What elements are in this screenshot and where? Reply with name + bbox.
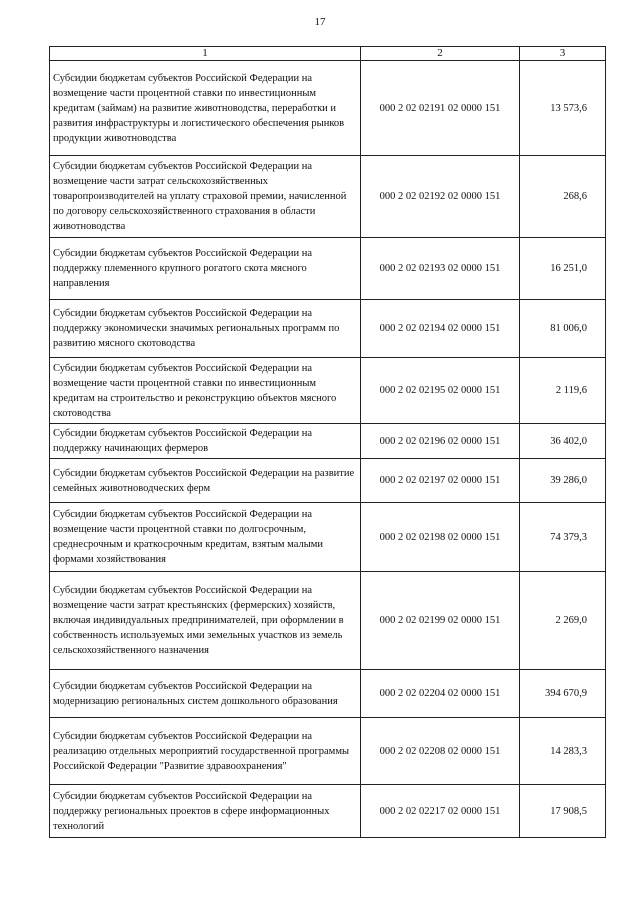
row-code: 000 2 02 02192 02 0000 151 — [361, 156, 520, 238]
row-code: 000 2 02 02193 02 0000 151 — [361, 238, 520, 300]
row-amount: 81 006,0 — [520, 300, 606, 358]
table-row — [50, 459, 606, 503]
table-row — [50, 785, 606, 838]
header-row — [50, 47, 606, 61]
row-amount: 74 379,3 — [520, 503, 606, 572]
row-code: 000 2 02 02198 02 0000 151 — [361, 503, 520, 572]
page-number: 17 — [314, 16, 326, 28]
table-row — [50, 156, 606, 238]
column-header-2: 2 — [361, 47, 520, 61]
row-name: Субсидии бюджетам субъектов Российской Федерации на возмещение части процентной ставки по инвестиционным кредитам (займам) на развитие животноводства, переработки и развития инфраструктуры и логистического обеспечения рынков продукции животноводства — [50, 61, 361, 156]
row-name: Субсидии бюджетам субъектов Российской Федерации на реализацию отдельных мероприятий государственной программы Российской Федерации "Развитие здравоохранения" — [50, 718, 361, 785]
row-name: Субсидии бюджетам субъектов Российской Федерации на поддержку племенного крупного рогатого скота мясного направления — [50, 238, 361, 300]
row-name: Субсидии бюджетам субъектов Российской Федерации на поддержку региональных проектов в сфере информационных технологий — [50, 785, 361, 838]
row-amount: 39 286,0 — [520, 459, 606, 503]
column-header-1: 1 — [50, 47, 361, 61]
row-name: Субсидии бюджетам субъектов Российской Федерации на поддержку экономически значимых региональных программ по развитию мясного скотоводства — [50, 300, 361, 358]
row-code: 000 2 02 02195 02 0000 151 — [361, 358, 520, 424]
budget-table — [49, 46, 606, 838]
table-row — [50, 424, 606, 459]
row-code: 000 2 02 02196 02 0000 151 — [361, 424, 520, 459]
row-amount: 2 269,0 — [520, 572, 606, 670]
row-amount: 36 402,0 — [520, 424, 606, 459]
row-name: Субсидии бюджетам субъектов Российской Федерации на возмещение части процентной ставки по инвестиционным кредитам на строительство и реконструкцию объектов мясного скотоводства — [50, 358, 361, 424]
row-code: 000 2 02 02197 02 0000 151 — [361, 459, 520, 503]
row-code: 000 2 02 02199 02 0000 151 — [361, 572, 520, 670]
row-name: Субсидии бюджетам субъектов Российской Федерации на развитие семейных животноводческих ферм — [50, 459, 361, 503]
table-row — [50, 718, 606, 785]
table-row — [50, 61, 606, 156]
row-amount: 2 119,6 — [520, 358, 606, 424]
table-row — [50, 358, 606, 424]
table-row — [50, 238, 606, 300]
row-code: 000 2 02 02204 02 0000 151 — [361, 670, 520, 718]
row-code: 000 2 02 02208 02 0000 151 — [361, 718, 520, 785]
row-name: Субсидии бюджетам субъектов Российской Федерации на модернизацию региональных систем дошкольного образования — [50, 670, 361, 718]
row-code: 000 2 02 02194 02 0000 151 — [361, 300, 520, 358]
row-amount: 13 573,6 — [520, 61, 606, 156]
table-row — [50, 670, 606, 718]
row-code: 000 2 02 02217 02 0000 151 — [361, 785, 520, 838]
row-amount: 17 908,5 — [520, 785, 606, 838]
row-amount: 16 251,0 — [520, 238, 606, 300]
row-amount: 14 283,3 — [520, 718, 606, 785]
row-name: Субсидии бюджетам субъектов Российской Федерации на возмещение части затрат сельскохозяйственных товаропроизводителей на уплату страховой премии, начисленной по договору сельскохозяйственного страхования в области животноводства — [50, 156, 361, 238]
table-row — [50, 572, 606, 670]
row-amount: 268,6 — [520, 156, 606, 238]
table-row — [50, 503, 606, 572]
table-row — [50, 300, 606, 358]
row-name: Субсидии бюджетам субъектов Российской Федерации на поддержку начинающих фермеров — [50, 424, 361, 459]
row-code: 000 2 02 02191 02 0000 151 — [361, 61, 520, 156]
row-name: Субсидии бюджетам субъектов Российской Федерации на возмещение части процентной ставки по долгосрочным, среднесрочным и краткосрочным кредитам, взятым малыми формами хозяйствования — [50, 503, 361, 572]
column-header-3: 3 — [520, 47, 606, 61]
row-amount: 394 670,9 — [520, 670, 606, 718]
row-name: Субсидии бюджетам субъектов Российской Федерации на возмещение части затрат крестьянских (фермерских) хозяйств, включая индивидуальных предпринимателей, при оформлении в собственность используемых ими земельных участков из земель сельскохозяйственного назначения — [50, 572, 361, 670]
